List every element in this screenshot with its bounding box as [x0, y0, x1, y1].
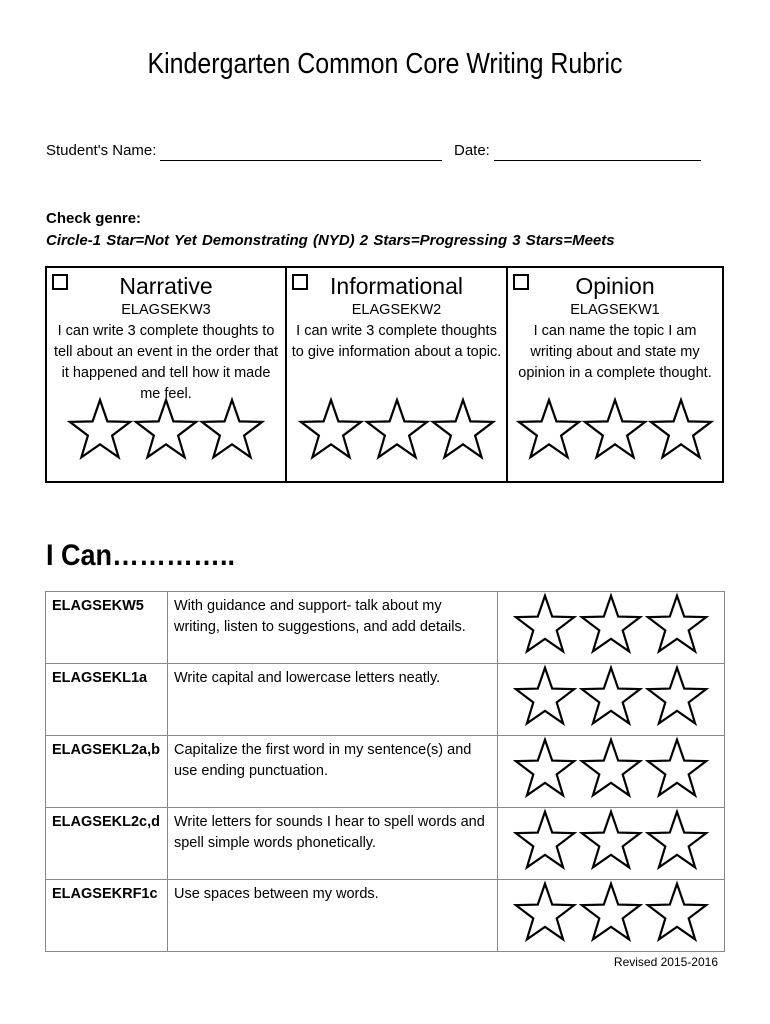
star-icon[interactable]	[199, 396, 265, 462]
skill-code: ELAGSEKL2c,d	[46, 808, 168, 880]
star-rating	[498, 736, 725, 808]
star-icon[interactable]	[513, 664, 577, 728]
star-icon[interactable]	[513, 880, 577, 944]
genre-column-narrative	[47, 268, 285, 481]
star-rating	[287, 396, 506, 467]
page-title: Kindergarten Common Core Writing Rubric	[147, 48, 623, 80]
star-icon[interactable]	[516, 396, 582, 462]
genre-column-opinion	[506, 268, 722, 481]
star-icon[interactable]	[648, 396, 714, 462]
genre-standard-code: ELAGSEKW3	[121, 302, 211, 318]
genre-box	[45, 266, 724, 483]
star-icon[interactable]	[513, 736, 577, 800]
star-icon[interactable]	[579, 736, 643, 800]
star-icon[interactable]	[579, 808, 643, 872]
i-can-heading: I Can…………..	[46, 539, 236, 572]
star-rating	[47, 396, 285, 467]
star-rating	[498, 808, 725, 880]
star-icon[interactable]	[133, 396, 199, 462]
skill-code: ELAGSEKL1a	[46, 664, 168, 736]
skill-description: Write capital and lowercase letters neatly.	[167, 664, 497, 736]
star-icon[interactable]	[645, 736, 709, 800]
date-field[interactable]	[494, 160, 701, 161]
student-name-field[interactable]	[160, 160, 442, 161]
genre-description: I can write 3 complete thoughts to tell about an event in the order that it happened and tell how it made me feel.	[53, 323, 279, 402]
star-icon[interactable]	[364, 396, 430, 462]
star-rating	[498, 880, 725, 952]
genre-name: Narrative	[119, 273, 213, 299]
skill-description: With guidance and support- talk about my writing, listen to suggestions, and add details.	[167, 592, 497, 664]
genre-standard-code: ELAGSEKW2	[351, 302, 442, 318]
star-icon[interactable]	[645, 880, 709, 944]
rating-key: Circle-1 Star=Not Yet Demonstrating (NYD) 2 Stars=Progressing 3 Stars=Meets	[46, 232, 615, 249]
informational-checkbox[interactable]	[292, 274, 308, 290]
star-rating	[498, 664, 725, 736]
star-icon[interactable]	[67, 396, 133, 462]
narrative-checkbox[interactable]	[52, 274, 68, 290]
skill-code: ELAGSEKL2a,b	[46, 736, 168, 808]
star-icon[interactable]	[579, 880, 643, 944]
skill-code: ELAGSEKW5	[46, 592, 168, 664]
skill-description: Use spaces between my words.	[167, 880, 497, 952]
student-info-row	[46, 142, 726, 162]
genre-column-informational	[285, 268, 506, 481]
skill-description: Capitalize the first word in my sentence(s) and use ending punctuation.	[167, 736, 497, 808]
genre-standard-code: ELAGSEKW1	[570, 302, 660, 318]
skills-table	[45, 591, 725, 952]
star-icon[interactable]	[298, 396, 364, 462]
table-row	[46, 736, 725, 808]
star-icon[interactable]	[430, 396, 496, 462]
star-rating	[508, 396, 722, 467]
revised-note: Revised 2015-2016	[613, 955, 718, 969]
table-row	[46, 664, 725, 736]
skill-code: ELAGSEKRF1c	[46, 880, 168, 952]
student-name-label: Student's Name:	[46, 142, 157, 159]
genre-description: I can write 3 complete thoughts to give information about a topic.	[291, 323, 502, 360]
table-row	[46, 592, 725, 664]
star-icon[interactable]	[513, 592, 577, 656]
genre-name: Opinion	[575, 273, 655, 299]
date-label: Date:	[454, 142, 490, 159]
check-genre-heading: Check genre:	[46, 210, 142, 227]
genre-description: I can name the topic I am writing about and state my opinion in a complete thought.	[518, 323, 712, 381]
star-rating	[498, 592, 725, 664]
star-icon[interactable]	[513, 808, 577, 872]
table-row	[46, 808, 725, 880]
skill-description: Write letters for sounds I hear to spell words and spell simple words phonetically.	[167, 808, 497, 880]
opinion-checkbox[interactable]	[513, 274, 529, 290]
star-icon[interactable]	[579, 664, 643, 728]
star-icon[interactable]	[582, 396, 648, 462]
genre-name: Informational	[330, 273, 463, 299]
star-icon[interactable]	[645, 664, 709, 728]
star-icon[interactable]	[645, 808, 709, 872]
table-row	[46, 880, 725, 952]
star-icon[interactable]	[645, 592, 709, 656]
star-icon[interactable]	[579, 592, 643, 656]
